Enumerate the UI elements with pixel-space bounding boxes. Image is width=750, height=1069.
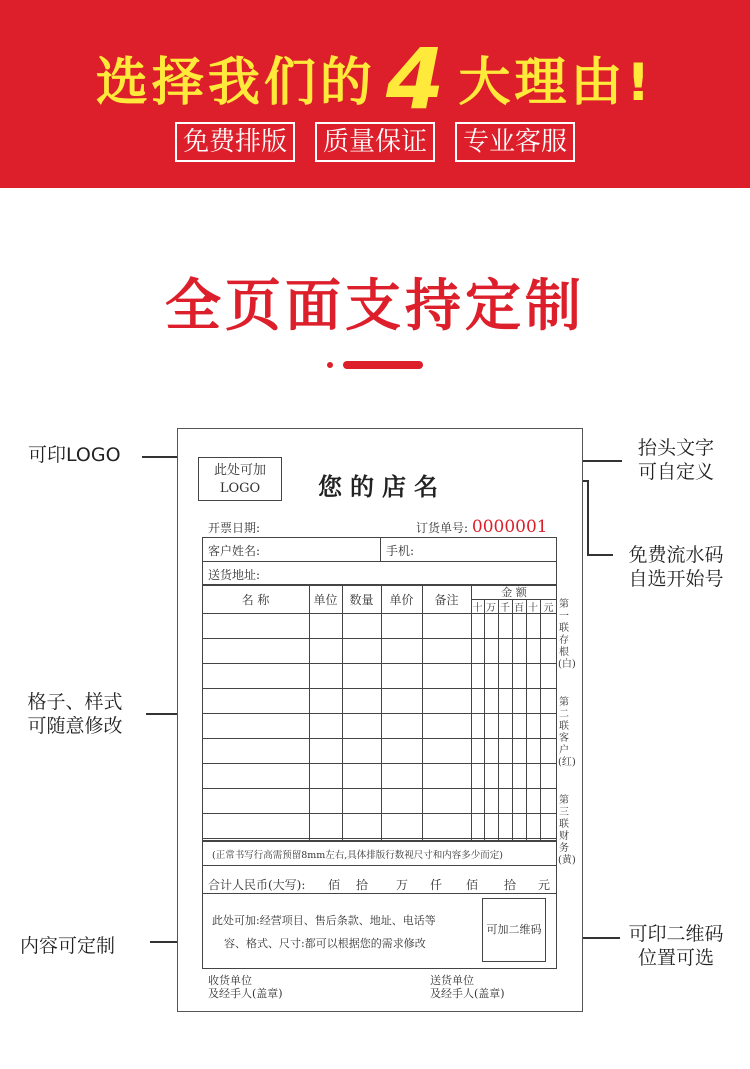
annotation-grid-line2: 可随意修改 bbox=[27, 715, 123, 737]
table-column-header: 备注 bbox=[434, 593, 459, 607]
annotation-grid bbox=[20, 690, 130, 738]
table-amount-unit: 十 bbox=[472, 603, 483, 614]
table-column-header: 数量 bbox=[349, 593, 374, 607]
table-col-line bbox=[342, 585, 343, 841]
receipt-logo-box bbox=[198, 457, 282, 501]
annotation-serial-line-h2 bbox=[587, 554, 613, 556]
table-row-line bbox=[202, 838, 557, 839]
table-amount-col-line bbox=[498, 599, 499, 841]
annotation-serial-line-v bbox=[587, 480, 589, 556]
table-col-line bbox=[309, 585, 310, 841]
annotation-serial bbox=[614, 543, 738, 591]
banner-title-after: 大理由! bbox=[458, 53, 655, 113]
table-column-header: 单位 bbox=[313, 593, 338, 607]
annotation-serial-line1: 免费流水码 bbox=[628, 544, 724, 566]
table-column-header: 名 称 bbox=[241, 593, 270, 607]
table-row-line bbox=[202, 713, 557, 714]
receipt-content-line2: 容、格式、尺寸:都可以根据您的需求修改 bbox=[224, 937, 426, 950]
heading-decoration-dot bbox=[327, 362, 333, 368]
receipt-receiver-seal: (盖章) bbox=[252, 987, 283, 1000]
table-row-line bbox=[202, 738, 557, 739]
annotation-grid-line1: 格子、样式 bbox=[27, 691, 123, 713]
receipt-address-label: 送货地址: bbox=[208, 568, 261, 582]
footer-note-line bbox=[202, 865, 557, 866]
page-heading: 全页面支持定制 bbox=[165, 274, 585, 339]
table-amount-unit: 百 bbox=[514, 603, 524, 614]
receipt-date-label: 开票日期: bbox=[208, 521, 261, 535]
receipt-logo-line1: 此处可加 bbox=[213, 463, 266, 478]
badge-quality: 质量保证 bbox=[315, 122, 435, 162]
receipt-sender bbox=[430, 974, 505, 1000]
receipt-order-number: 0000001 bbox=[471, 517, 548, 537]
table-amount-col-line bbox=[484, 599, 485, 841]
receipt-store-name: 您的店名 bbox=[318, 472, 446, 501]
receipt-sample bbox=[177, 428, 583, 1012]
total-unit-label: 佰 bbox=[466, 878, 479, 892]
receipt-copy2-label: 第二联客户(红) bbox=[558, 697, 576, 768]
table-amount-unit: 十 bbox=[528, 603, 538, 614]
footer-total-line bbox=[202, 893, 557, 894]
table-row-line bbox=[202, 763, 557, 764]
receipt-phone-label: 手机: bbox=[386, 544, 415, 558]
table-row-line bbox=[202, 663, 557, 664]
table-column-header: 单价 bbox=[389, 593, 414, 607]
receipt-copy1-label: 第一联存根(白) bbox=[558, 599, 576, 670]
table-row-line bbox=[202, 813, 557, 814]
annotation-content: 内容可定制 bbox=[20, 935, 116, 957]
table-col-line bbox=[381, 585, 382, 841]
receipt-order-label: 订货单号: bbox=[416, 521, 469, 535]
annotation-qr-line2: 位置可选 bbox=[637, 947, 714, 969]
receipt-sender-seal: (盖章) bbox=[474, 987, 505, 1000]
table-row-line bbox=[202, 788, 557, 789]
annotation-header-line1: 抬头文字 bbox=[637, 437, 714, 459]
receipt-sender-line2-text: 及经手人 bbox=[430, 987, 474, 1000]
annotation-header bbox=[626, 436, 726, 484]
annotation-logo: 可印LOGO bbox=[28, 444, 121, 466]
total-unit-label: 万 bbox=[396, 878, 409, 892]
annotation-serial-line2: 自选开始号 bbox=[628, 568, 724, 590]
banner-title bbox=[0, 30, 750, 128]
receipt-info-vdivider bbox=[380, 537, 381, 561]
total-unit-label: 拾 bbox=[504, 878, 517, 892]
table-amount-col-line bbox=[526, 599, 527, 841]
receipt-info-divider bbox=[202, 561, 557, 562]
annotation-qr bbox=[618, 922, 734, 970]
receipt-receiver-line2-text: 及经手人 bbox=[208, 987, 252, 1000]
table-amount-col-line bbox=[512, 599, 513, 841]
receipt-note: (正常书写行高需预留8mm左右,具体排版行数视尺寸和内容多少而定) bbox=[212, 850, 503, 861]
receipt-total-label: 合计人民币(大写): bbox=[208, 878, 306, 892]
table-amount-unit: 千 bbox=[500, 603, 510, 614]
total-unit-label: 元 bbox=[538, 878, 551, 892]
table-col-line bbox=[422, 585, 423, 841]
table-col-line bbox=[471, 585, 472, 841]
receipt-content-line1: 此处可加:经营项目、售后条款、地址、电话等 bbox=[212, 914, 436, 927]
banner-title-number: 4 bbox=[385, 30, 449, 128]
receipt-logo-line2: LOGO bbox=[219, 481, 261, 496]
annotation-header-line2: 可自定义 bbox=[637, 461, 714, 483]
receipt-copy3-label: 第三联财务(黄) bbox=[558, 795, 576, 866]
total-unit-label: 仟 bbox=[430, 878, 443, 892]
heading-decoration-bar bbox=[343, 361, 423, 369]
receipt-qr-box: 可加二维码 bbox=[482, 898, 546, 962]
table-amount-header: 金 额 bbox=[501, 586, 527, 599]
table-row-line bbox=[202, 638, 557, 639]
badge-free-layout: 免费排版 bbox=[175, 122, 295, 162]
table-amount-unit: 元 bbox=[543, 603, 554, 614]
total-unit-label: 佰 bbox=[328, 878, 341, 892]
receipt-receiver-line1: 收货单位 bbox=[208, 974, 252, 987]
receipt-customer-label: 客户姓名: bbox=[208, 544, 261, 558]
table-amount-col-line bbox=[540, 599, 541, 841]
table-row-line bbox=[202, 688, 557, 689]
table-amount-unit: 万 bbox=[486, 603, 496, 614]
total-unit-label: 拾 bbox=[356, 878, 369, 892]
banner-badges bbox=[0, 122, 750, 162]
receipt-order-field bbox=[416, 517, 548, 537]
badge-service: 专业客服 bbox=[455, 122, 575, 162]
receipt-receiver-line2 bbox=[208, 987, 283, 1000]
receipt-receiver bbox=[208, 974, 283, 1000]
receipt-sender-line2 bbox=[430, 987, 505, 1000]
banner-title-before: 选择我们的 bbox=[95, 53, 376, 113]
receipt-sender-line1: 送货单位 bbox=[430, 974, 474, 987]
top-banner bbox=[0, 0, 750, 188]
annotation-qr-line1: 可印二维码 bbox=[628, 923, 724, 945]
